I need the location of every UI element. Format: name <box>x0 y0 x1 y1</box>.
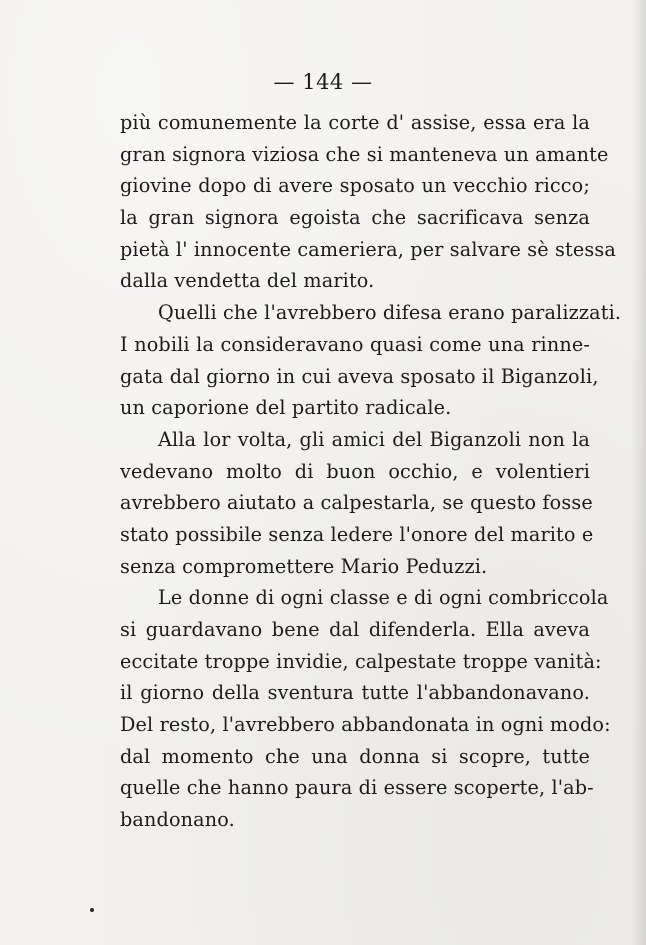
text-line: senza compromettere Mario Peduzzi. <box>120 554 488 578</box>
text-line: gran signora viziosa che si manteneva un amante <box>120 142 609 166</box>
text-line: eccitate troppe invidie, calpestate troppe vanità: <box>120 649 602 673</box>
text-line: stato possibile senza ledere l'onore del marito e <box>120 522 594 546</box>
text-line: un caporione del partito radicale. <box>120 396 452 420</box>
paragraph-start-line: Alla lor volta, gli amici del Biganzoli non la <box>158 427 590 451</box>
text-line: gata dal giorno in cui aveva sposato il Biganzoli, <box>120 364 599 388</box>
paragraph-start-line: Le donne di ogni classe e di ogni combriccola <box>158 586 609 610</box>
text-line: dalla vendetta del marito. <box>120 269 375 293</box>
text-line: vedevano molto di buon occhio, e volentieri <box>120 459 590 483</box>
text-line: dal momento che una donna si scopre, tutte <box>120 744 590 768</box>
text-line: I nobili la consideravano quasi come una rinne- <box>120 332 590 356</box>
paragraph-start-line: Quelli che l'avrebbero difesa erano paralizzati. <box>158 301 622 325</box>
text-line: avrebbero aiutato a calpestarla, se questo fosse <box>120 491 593 515</box>
page-edge-shadow <box>632 0 646 945</box>
text-line: giovine dopo di avere sposato un vecchio ricco; <box>120 174 590 198</box>
text-line: Del resto, l'avrebbero abbandonata in ogni modo: <box>120 713 611 737</box>
body-text <box>120 107 622 836</box>
text-line: la gran signora egoista che sacrificava senza <box>120 206 590 230</box>
text-line: pietà l' innocente cameriera, per salvare sè stessa <box>120 237 617 261</box>
text-line: il giorno della sventura tutte l'abbandonavano. <box>120 681 590 705</box>
text-line: si guardavano bene dal difenderla. Ella aveva <box>120 618 590 641</box>
page-number: — 144 — <box>273 70 373 94</box>
text-line: quelle che hanno paura di essere scoperte, l'ab- <box>120 776 594 800</box>
text-line: bandonano. <box>120 808 235 832</box>
ink-speck <box>90 908 94 912</box>
text-line: più comunemente la corte d' assise, essa era la <box>120 111 590 134</box>
